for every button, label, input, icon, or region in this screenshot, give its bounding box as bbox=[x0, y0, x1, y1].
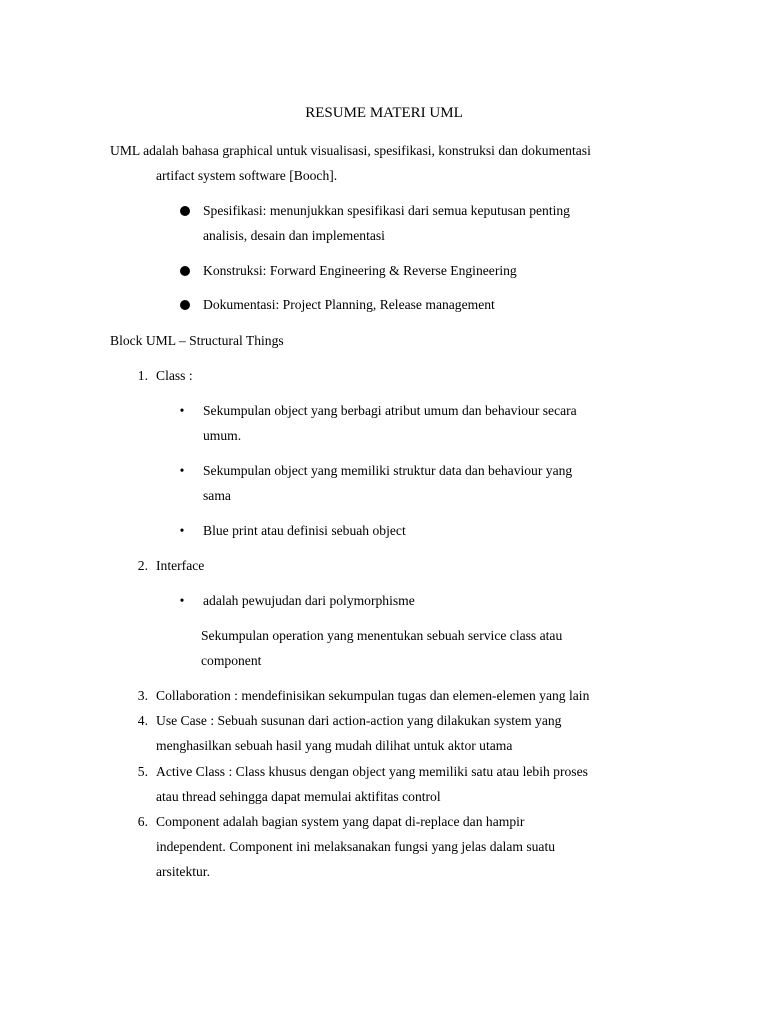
section-heading: Block UML – Structural Things bbox=[110, 333, 284, 348]
list-item-6-line-1: Component adalah bagian system yang dapat di-replace dan hampir bbox=[156, 814, 525, 829]
list-item-3-text: Collaboration : mendefinisikan sekumpulan tugas dan elemen-elemen yang lain bbox=[156, 688, 590, 703]
interface-bullet-1: adalah pewujudan dari polymorphisme bbox=[203, 593, 415, 608]
class-bullet-1-line-1: Sekumpulan object yang berbagi atribut umum dan behaviour secara bbox=[203, 403, 577, 418]
intro-line-2: artifact system software [Booch]. bbox=[156, 168, 338, 183]
list-item-5-line-1: Active Class : Class khusus dengan object yang memiliki satu atau lebih proses bbox=[156, 764, 588, 779]
bullet-dot-icon bbox=[180, 266, 190, 276]
class-bullet-2-line-2: sama bbox=[203, 488, 231, 503]
interface-paragraph-line-1: Sekumpulan operation yang menentukan sebuah service class atau bbox=[201, 628, 563, 643]
list-number: 5. bbox=[137, 764, 148, 779]
class-bullet-2-line-1: Sekumpulan object yang memiliki struktur data dan behaviour yang bbox=[203, 463, 573, 478]
list-number: 3. bbox=[137, 688, 148, 703]
list-number: 6. bbox=[137, 814, 148, 829]
list-item-1-text: Class : bbox=[156, 368, 193, 383]
list-item-5-line-2: atau thread sehingga dapat memulai aktifitas control bbox=[156, 789, 441, 804]
bullet-icon: • bbox=[179, 523, 185, 538]
list-number: 1. bbox=[137, 368, 148, 383]
bullet-icon: • bbox=[179, 403, 185, 418]
bullet-dot-icon bbox=[180, 206, 190, 216]
page-title: RESUME MATERI UML bbox=[305, 105, 463, 121]
list-number: 4. bbox=[137, 713, 148, 728]
intro-line-1: UML adalah bahasa graphical untuk visualisasi, spesifikasi, konstruksi dan dokumentasi bbox=[110, 143, 591, 158]
class-bullet-3: Blue print atau definisi sebuah object bbox=[203, 523, 406, 538]
intro-bullet-1-line-1: Spesifikasi: menunjukkan spesifikasi dari semua keputusan penting bbox=[203, 203, 570, 218]
list-item-6-line-2: independent. Component ini melaksanakan fungsi yang jelas dalam suatu bbox=[156, 839, 556, 854]
list-number: 2. bbox=[137, 558, 148, 573]
list-item-2-text: Interface bbox=[156, 558, 205, 573]
intro-bullet-2: Konstruksi: Forward Engineering & Reverse Engineering bbox=[203, 263, 517, 278]
intro-bullet-3: Dokumentasi: Project Planning, Release management bbox=[203, 297, 495, 312]
bullet-dot-icon bbox=[180, 300, 190, 310]
interface-paragraph-line-2: component bbox=[201, 653, 262, 668]
intro-bullet-1-line-2: analisis, desain dan implementasi bbox=[203, 228, 385, 243]
list-item-4-line-2: menghasilkan sebuah hasil yang mudah dilihat untuk aktor utama bbox=[156, 738, 513, 753]
bullet-icon: • bbox=[179, 463, 185, 478]
list-item-6-line-3: arsitektur. bbox=[156, 864, 210, 879]
class-bullet-1-line-2: umum. bbox=[203, 428, 242, 443]
list-item-4-line-1: Use Case : Sebuah susunan dari action-action yang dilakukan system yang bbox=[156, 713, 562, 728]
bullet-icon: • bbox=[179, 593, 185, 608]
